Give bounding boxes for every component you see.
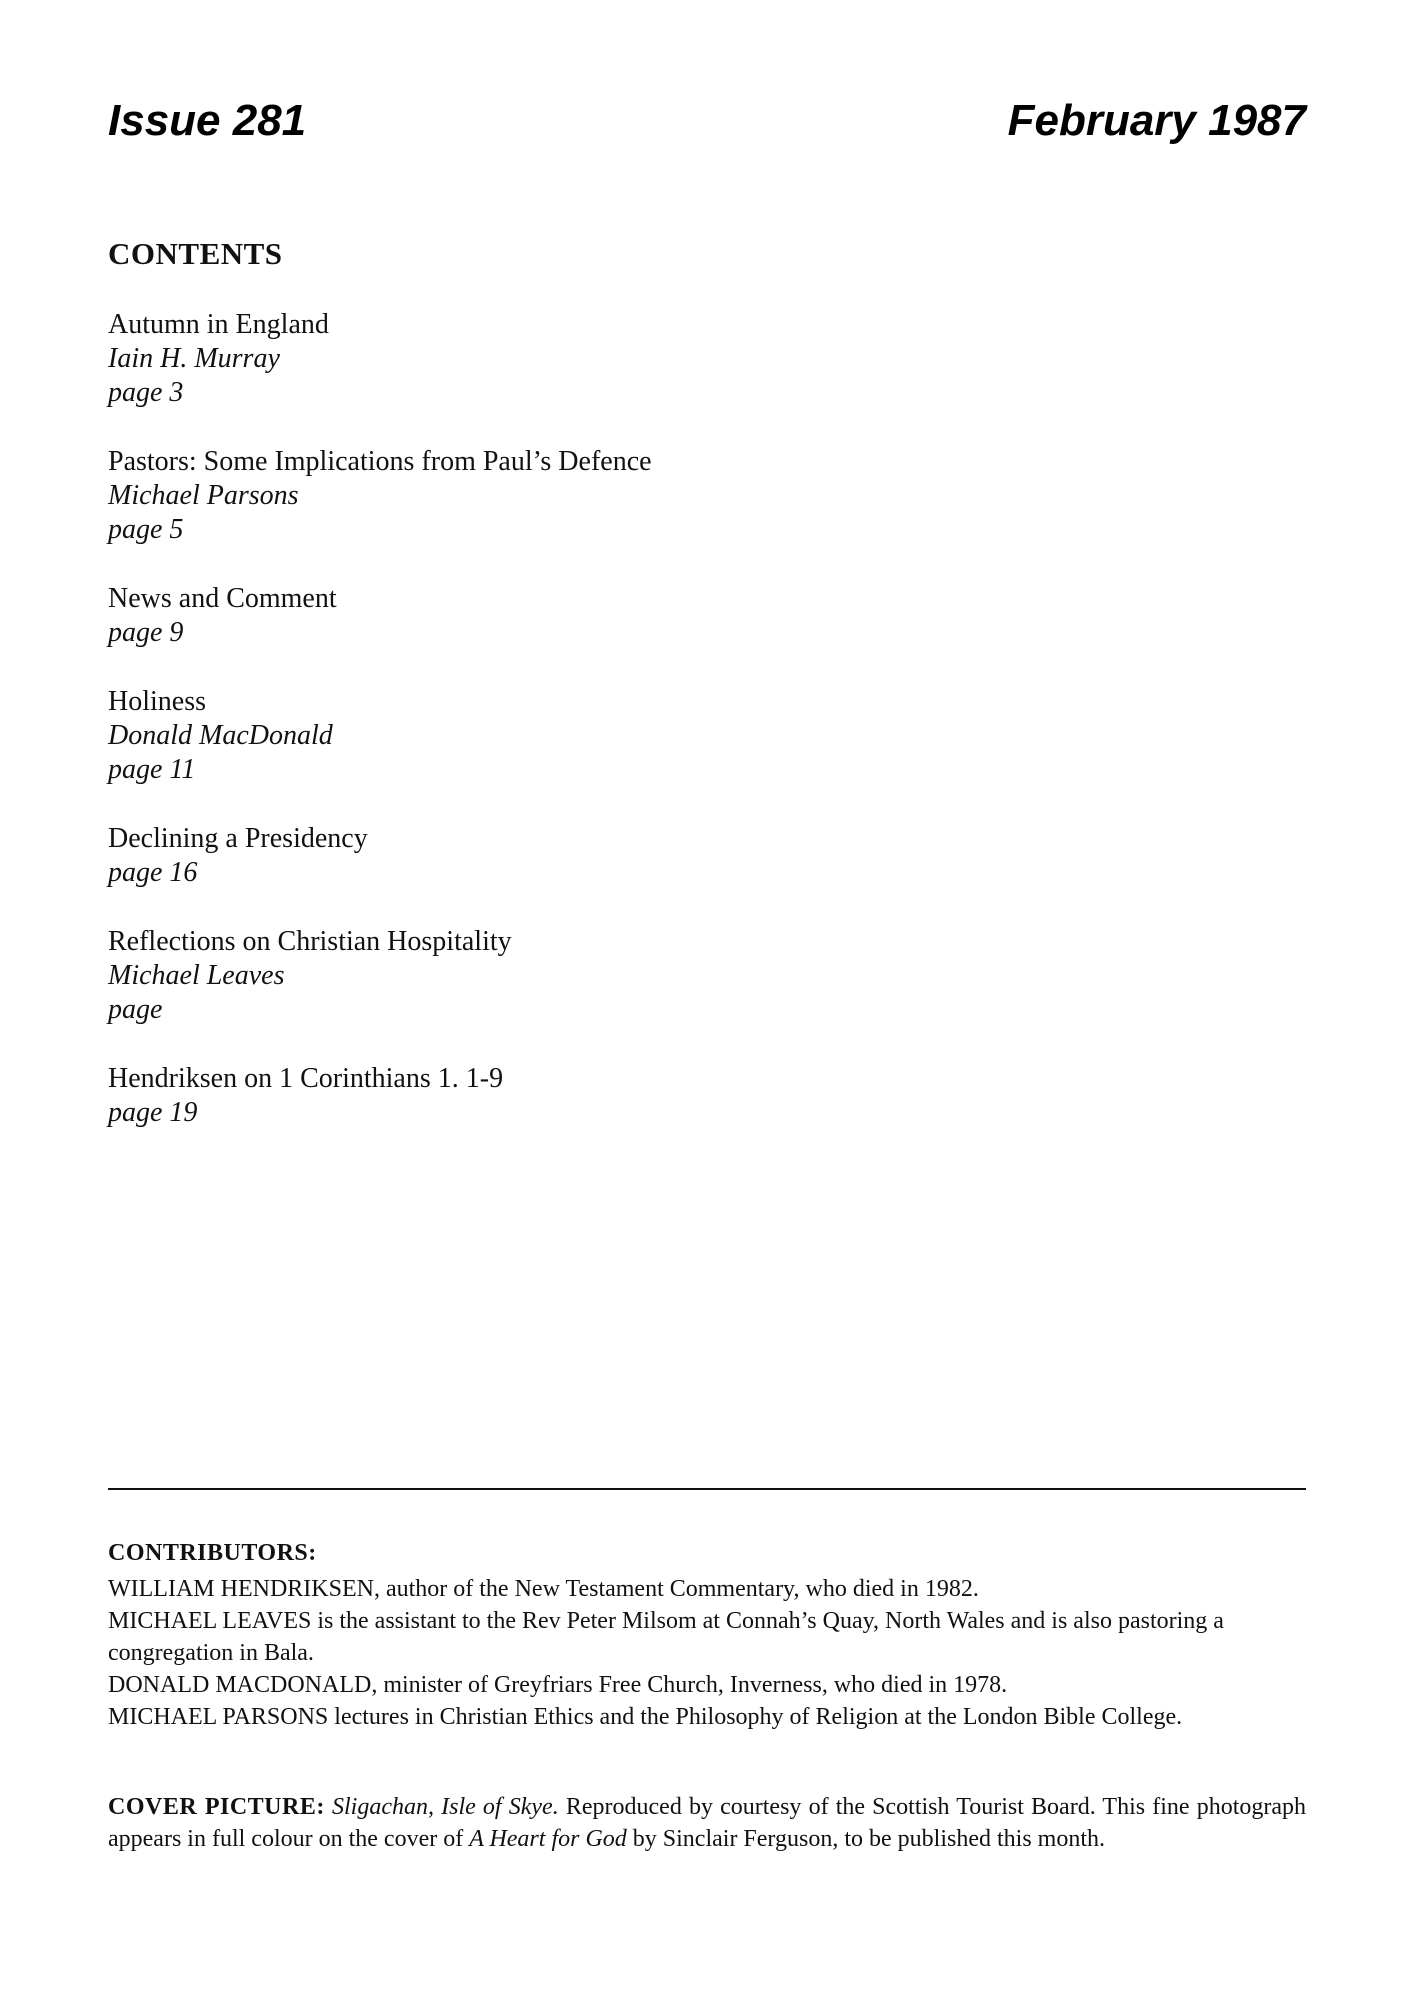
toc-entry[interactable] [108,308,1108,410]
cover-picture-note [108,1791,1306,1855]
toc-page: page 9 [108,617,184,648]
cover-place: Sligachan, Isle of Skye. [331,1794,559,1820]
toc-author: Iain H. Murray [108,343,280,374]
cover-text-2: by Sinclair Ferguson, to be published this month. [632,1826,1105,1852]
contributors-section [108,1537,1306,1733]
toc-title: News and Comment [108,583,337,614]
contributor-line: MICHAEL LEAVES is the assistant to the Rev Peter Milsom at Connah’s Quay, North Wales and is also pastoring a congregation in Bala. [108,1608,1224,1666]
toc-author: Michael Leaves [108,960,285,991]
toc-page: page 5 [108,514,184,545]
cover-text-1: Reproduced by courtesy of the Scottish Tourist Board. This fine photograph appears in full colour on the cover of [108,1794,1307,1852]
toc-entry[interactable] [108,1062,1108,1130]
toc-title: Declining a Presidency [108,823,368,854]
toc-entry[interactable] [108,445,1108,547]
toc-title: Autumn in England [108,309,329,340]
contents-heading: CONTENTS [108,236,283,271]
contributors-heading: CONTRIBUTORS: [108,1540,317,1566]
toc-title: Pastors: Some Implications from Paul’s Defence [108,446,652,477]
issue-number: Issue 281 [108,96,307,145]
toc-author: Donald MacDonald [108,720,333,751]
contributor-line: WILLIAM HENDRIKSEN, author of the New Testament Commentary, who died in 1982. [108,1576,979,1602]
toc-page: page 11 [108,754,196,785]
toc-author: Michael Parsons [108,480,299,511]
cover-book-title: A Heart for God [469,1826,627,1852]
issue-date: February 1987 [1007,96,1306,145]
toc-entry[interactable] [108,685,1108,787]
toc-title: Reflections on Christian Hospitality [108,926,512,957]
toc-page: page 3 [108,377,184,408]
toc-page: page [108,994,163,1025]
page-header [108,96,1306,146]
cover-label: COVER PICTURE: [108,1794,325,1820]
section-divider [108,1488,1306,1490]
toc-title: Holiness [108,686,206,717]
toc-entry[interactable] [108,582,1108,650]
toc-page: page 19 [108,1097,198,1128]
toc-entry[interactable] [108,925,1108,1027]
toc-title: Hendriksen on 1 Corinthians 1. 1-9 [108,1063,504,1094]
contributor-line: MICHAEL PARSONS lectures in Christian Ethics and the Philosophy of Religion at the London Bible College. [108,1704,1183,1730]
contributor-line: DONALD MACDONALD, minister of Greyfriars Free Church, Inverness, who died in 1978. [108,1672,1008,1698]
table-of-contents [108,308,1108,1165]
toc-entry[interactable] [108,822,1108,890]
toc-page: page 16 [108,857,198,888]
